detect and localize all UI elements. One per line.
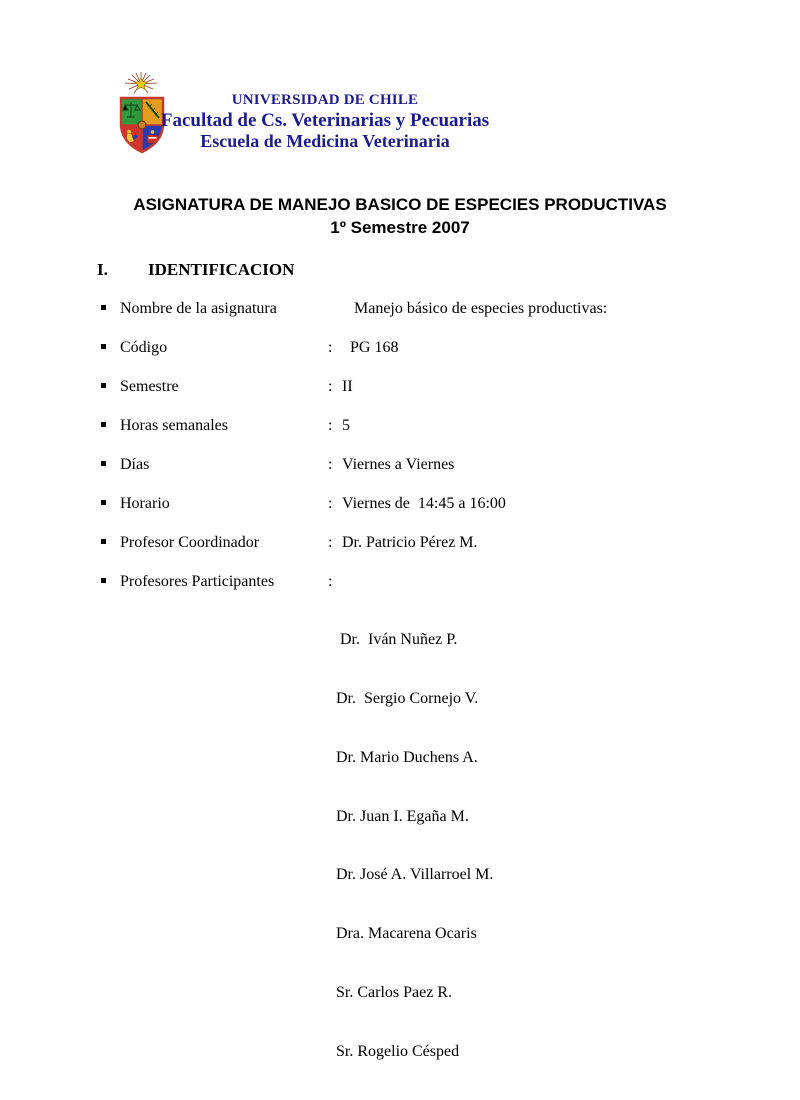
field-label: Semestre (120, 378, 179, 395)
field-row-nombre (0, 298, 800, 337)
field-label: Profesores Participantes (120, 573, 275, 590)
field-separator: : (328, 339, 333, 356)
field-label: Código (120, 339, 168, 356)
field-value: Viernes a Viernes (342, 456, 455, 473)
bullet-square-icon (101, 539, 106, 544)
field-label: Nombre de la asignatura (120, 300, 277, 317)
list-item: Dr. Sergio Cornejo V. (336, 689, 479, 707)
bullet-square-icon (101, 500, 106, 505)
field-label: Horario (120, 495, 170, 512)
field-value: II (342, 378, 353, 395)
list-item: Sr. Rogelio Césped (336, 1042, 460, 1060)
document-title (0, 193, 800, 239)
field-separator: : (328, 573, 333, 590)
field-label: Horas semanales (120, 417, 228, 434)
section-heading (0, 260, 800, 282)
list-item: Dr. Juan I. Egaña M. (336, 807, 469, 825)
field-value: Dr. Patricio Pérez M. (342, 534, 478, 551)
field-row-dias (0, 454, 800, 493)
field-row-horario (0, 493, 800, 532)
field-value: 5 (342, 417, 350, 434)
university-name: UNIVERSIDAD DE CHILE (231, 92, 419, 108)
bullet-square-icon (101, 461, 106, 466)
bullet-square-icon (101, 344, 106, 349)
field-row-horas-semanales (0, 415, 800, 454)
bullet-square-icon (101, 305, 106, 310)
field-separator: : (328, 534, 333, 551)
list-item: Dr. Mario Duchens A. (336, 748, 478, 766)
identification-fields (0, 298, 800, 610)
participants-list (336, 591, 493, 1100)
bullet-square-icon (101, 578, 106, 583)
field-value: Manejo básico de especies productivas: (342, 300, 608, 317)
field-label: Profesor Coordinador (120, 534, 260, 551)
document-title-line1: ASIGNATURA DE MANEJO BASICO DE ESPECIES PRODUCTIVAS (133, 195, 667, 214)
list-item: Dr. Iván Nuñez P. (336, 631, 458, 649)
masthead (150, 91, 500, 152)
section-label: IDENTIFICACION (148, 260, 295, 279)
field-separator: : (328, 495, 333, 512)
field-value: Viernes de 14:45 a 16:00 (342, 495, 506, 512)
bullet-square-icon (101, 383, 106, 388)
field-value: PG 168 (342, 339, 399, 356)
field-row-profesor-coordinador (0, 532, 800, 571)
list-item: Dr. José A. Villarroel M. (336, 866, 494, 884)
field-row-semestre (0, 376, 800, 415)
field-row-codigo (0, 337, 800, 376)
section-numeral: I. (97, 260, 108, 279)
faculty-name: Facultad de Cs. Veterinarias y Pecuarias (160, 110, 490, 131)
list-item: Sr. Carlos Paez R. (336, 983, 452, 1001)
school-name: Escuela de Medicina Veterinaria (200, 131, 450, 151)
document-title-line2: 1º Semestre 2007 (330, 218, 470, 237)
list-item: Dra. Macarena Ocaris (336, 925, 477, 943)
bullet-square-icon (101, 422, 106, 427)
field-separator: : (328, 456, 333, 473)
field-separator: : (328, 378, 333, 395)
field-separator: : (328, 417, 333, 434)
field-label: Días (120, 456, 150, 473)
